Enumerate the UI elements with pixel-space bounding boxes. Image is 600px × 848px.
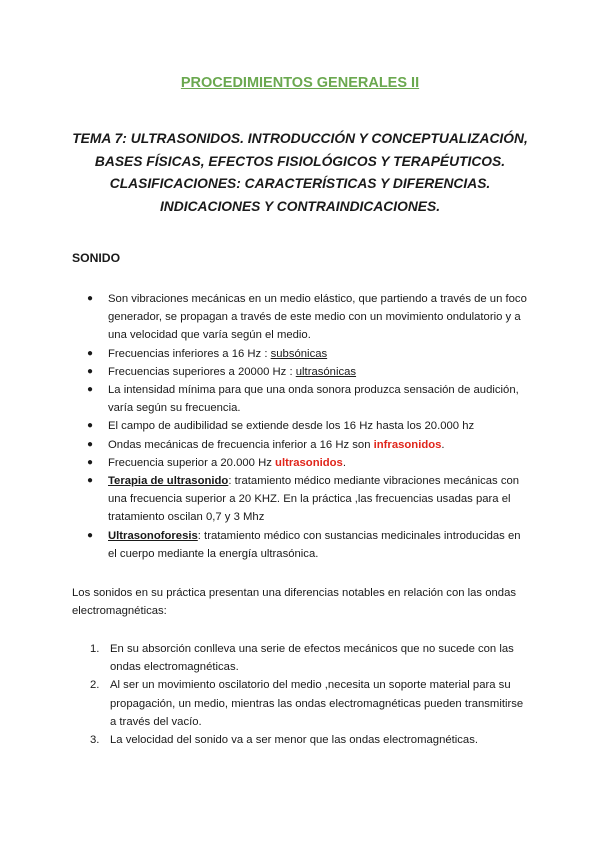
list-item: ● Ultrasonoforesis: tratamiento médico con sustancias medicinales introducidas en el cuerpo mediante la energía ultrasónica.: [72, 527, 532, 563]
list-item: ● Frecuencias inferiores a 16 Hz : subsónicas: [72, 345, 532, 363]
section-heading: SONIDO: [72, 251, 121, 265]
underlined-term: subsónicas: [270, 347, 328, 360]
list-item: ● Son vibraciones mecánicas en un medio elástico, que partiendo a través de un foco generador, se propagan a través de este medio con un movimiento ondulatorio y a una velocidad que varía según el medio.: [72, 290, 532, 345]
bullet-icon: ●: [87, 384, 94, 396]
item-number: 2.: [90, 679, 100, 692]
course-title: PROCEDIMIENTOS GENERALES II: [180, 75, 420, 91]
bullet-icon: ●: [87, 293, 94, 304]
bullet-list: [72, 290, 532, 563]
bullet-icon: ●: [87, 347, 94, 359]
list-item: ● Frecuencias superiores a 20000 Hz : ultrasónicas: [72, 363, 532, 381]
defined-term: Terapia de ultrasonido: [108, 475, 229, 488]
defined-term: Ultrasonoforesis: [108, 529, 198, 542]
list-item: 3. La velocidad del sonido va a ser menor que las ondas electromagnéticas.: [72, 731, 532, 749]
body-paragraph: Los sonidos en su práctica presentan una diferencias notables en relación con las ondas electromagnéticas:: [72, 587, 517, 618]
underlined-term: ultrasónicas: [295, 365, 357, 378]
list-item: ● Terapia de ultrasonido: tratamiento médico mediante vibraciones mecánicas con una frecuencia superior a 20 KHZ. En la práctica ,las frecuencias usadas para el tratamiento oscilan 0,7 y 3 Mhz: [72, 472, 532, 527]
list-item: 2. Al ser un movimiento oscilatorio del medio ,necesita un soporte material para su propagación, un medio, mientras las ondas electromagnéticas pueden transmitirse a través del vacío.: [72, 676, 532, 731]
bullet-icon: ●: [87, 420, 94, 432]
topic-title: TEMA 7: ULTRASONIDOS. INTRODUCCIÓN Y CONCEPTUALIZACIÓN, BASES FÍSICAS, EFECTOS FISIOLÓGICOS Y TERAPÉUTICOS. CLASIFICACIONES: CARACTERÍSTICAS Y DIFERENCIAS. INDICACIONES Y CONTRAINDICACIONES.: [72, 131, 528, 214]
list-item: ● Frecuencia superior a 20.000 Hz ultrasonidos.: [72, 454, 532, 472]
bullet-icon: ●: [87, 365, 94, 377]
bullet-icon: ●: [87, 438, 94, 450]
list-item: 1. En su absorción conlleva una serie de efectos mecánicos que no sucede con las ondas electromagnéticas.: [72, 640, 532, 676]
highlighted-term: infrasonidos: [373, 438, 442, 451]
item-number: 1.: [90, 643, 100, 655]
bullet-icon: ●: [87, 529, 94, 541]
bullet-icon: ●: [87, 456, 94, 468]
bullet-icon: ●: [87, 475, 94, 487]
item-number: 3.: [90, 734, 100, 747]
list-item: ● La intensidad mínima para que una onda sonora produzca sensación de audición, varía según su frecuencia.: [72, 381, 532, 417]
highlighted-term: ultrasonidos: [275, 456, 343, 469]
list-item: ● El campo de audibilidad se extiende desde los 16 Hz hasta los 20.000 hz: [72, 417, 532, 435]
list-item: ● Ondas mecánicas de frecuencia inferior a 16 Hz son infrasonidos.: [72, 436, 532, 454]
numbered-list: [72, 640, 532, 749]
